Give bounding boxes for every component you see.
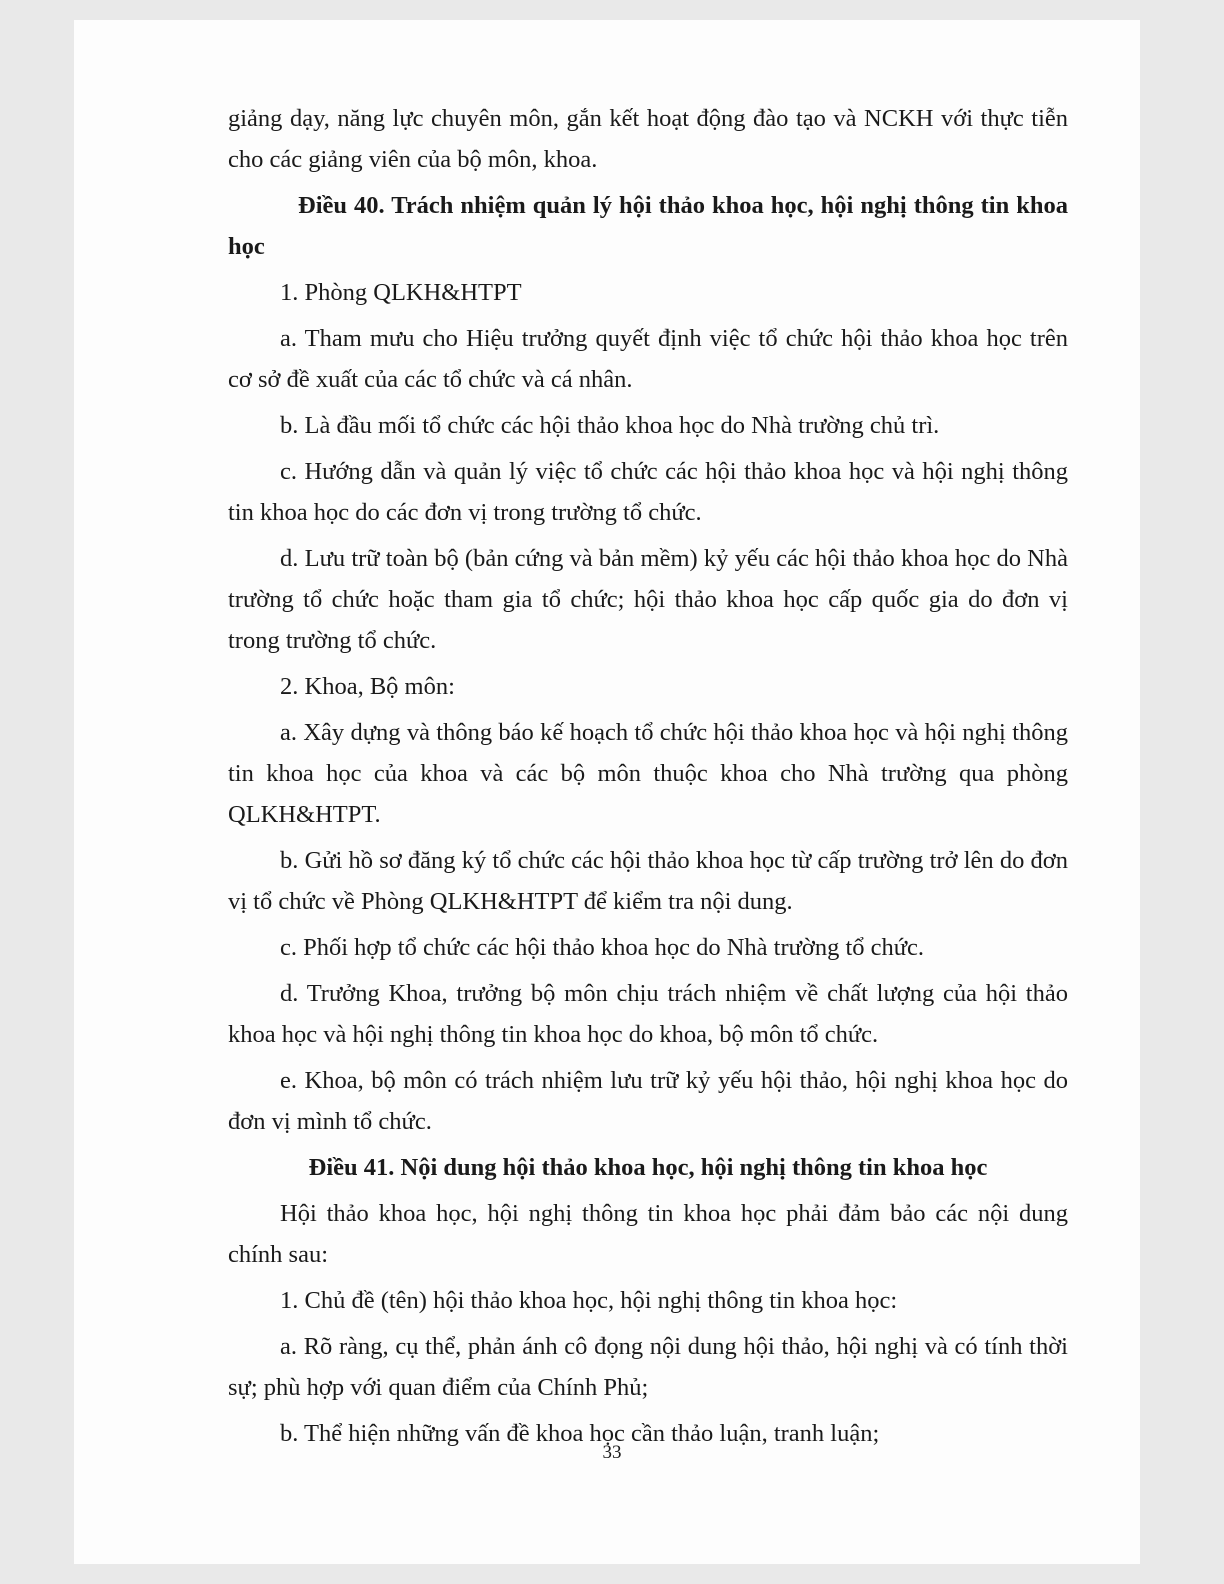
article-heading: Điều 41. Nội dung hội thảo khoa học, hội nghị thông tin khoa học <box>308 1154 988 1181</box>
page-number: 33 <box>602 1442 622 1463</box>
body-paragraph: c. Phối hợp tổ chức các hội thảo khoa học do Nhà trường tổ chức. <box>280 934 925 961</box>
body-paragraph: b. Thể hiện những vấn đề khoa học cần thảo luận, tranh luận; <box>280 1420 880 1447</box>
body-paragraph: 2. Khoa, Bộ môn: <box>280 673 455 700</box>
body-paragraph: b. Gửi hồ sơ đăng ký tổ chức các hội thảo khoa học từ cấp trường trở lên do đơn vị tổ chức về Phòng QLKH&HTPT để kiểm tra nội dung. <box>228 847 1068 915</box>
body-paragraph: d. Lưu trữ toàn bộ (bản cứng và bản mềm) kỷ yếu các hội thảo khoa học do Nhà trường tổ chức hoặc tham gia tổ chức; hội thảo khoa học cấp quốc gia do đơn vị trong trường tổ chức. <box>228 545 1068 654</box>
body-paragraph: Hội thảo khoa học, hội nghị thông tin khoa học phải đảm bảo các nội dung chính sau: <box>228 1200 1068 1268</box>
body-paragraph: a. Rõ ràng, cụ thể, phản ánh cô đọng nội dung hội thảo, hội nghị và có tính thời sự; phù hợp với quan điểm của Chính Phủ; <box>228 1333 1068 1401</box>
body-paragraph: e. Khoa, bộ môn có trách nhiệm lưu trữ kỷ yếu hội thảo, hội nghị khoa học do đơn vị mình tổ chức. <box>228 1067 1068 1135</box>
body-paragraph: b. Là đầu mối tổ chức các hội thảo khoa học do Nhà trường chủ trì. <box>280 412 940 439</box>
body-paragraph: 1. Phòng QLKH&HTPT <box>280 279 522 306</box>
body-paragraph: giảng dạy, năng lực chuyên môn, gắn kết hoạt động đào tạo và NCKH với thực tiễn cho các giảng viên của bộ môn, khoa. <box>228 105 1068 173</box>
body-paragraph: d. Trưởng Khoa, trưởng bộ môn chịu trách nhiệm về chất lượng của hội thảo khoa học và hội nghị thông tin khoa học do khoa, bộ môn tổ chức. <box>228 980 1068 1048</box>
document-body <box>228 98 1068 1459</box>
body-paragraph: c. Hướng dẫn và quản lý việc tổ chức các hội thảo khoa học và hội nghị thông tin khoa học do các đơn vị trong trường tổ chức. <box>228 458 1068 526</box>
body-paragraph: a. Tham mưu cho Hiệu trưởng quyết định việc tổ chức hội thảo khoa học trên cơ sở đề xuất của các tổ chức và cá nhân. <box>228 325 1068 393</box>
body-paragraph: a. Xây dựng và thông báo kế hoạch tổ chức hội thảo khoa học và hội nghị thông tin khoa học của khoa và các bộ môn thuộc khoa cho Nhà trường qua phòng QLKH&HTPT. <box>228 719 1068 828</box>
body-paragraph: 1. Chủ đề (tên) hội thảo khoa học, hội nghị thông tin khoa học: <box>280 1287 898 1314</box>
article-heading: Điều 40. Trách nhiệm quản lý hội thảo khoa học, hội nghị thông tin khoa học <box>228 192 1068 260</box>
